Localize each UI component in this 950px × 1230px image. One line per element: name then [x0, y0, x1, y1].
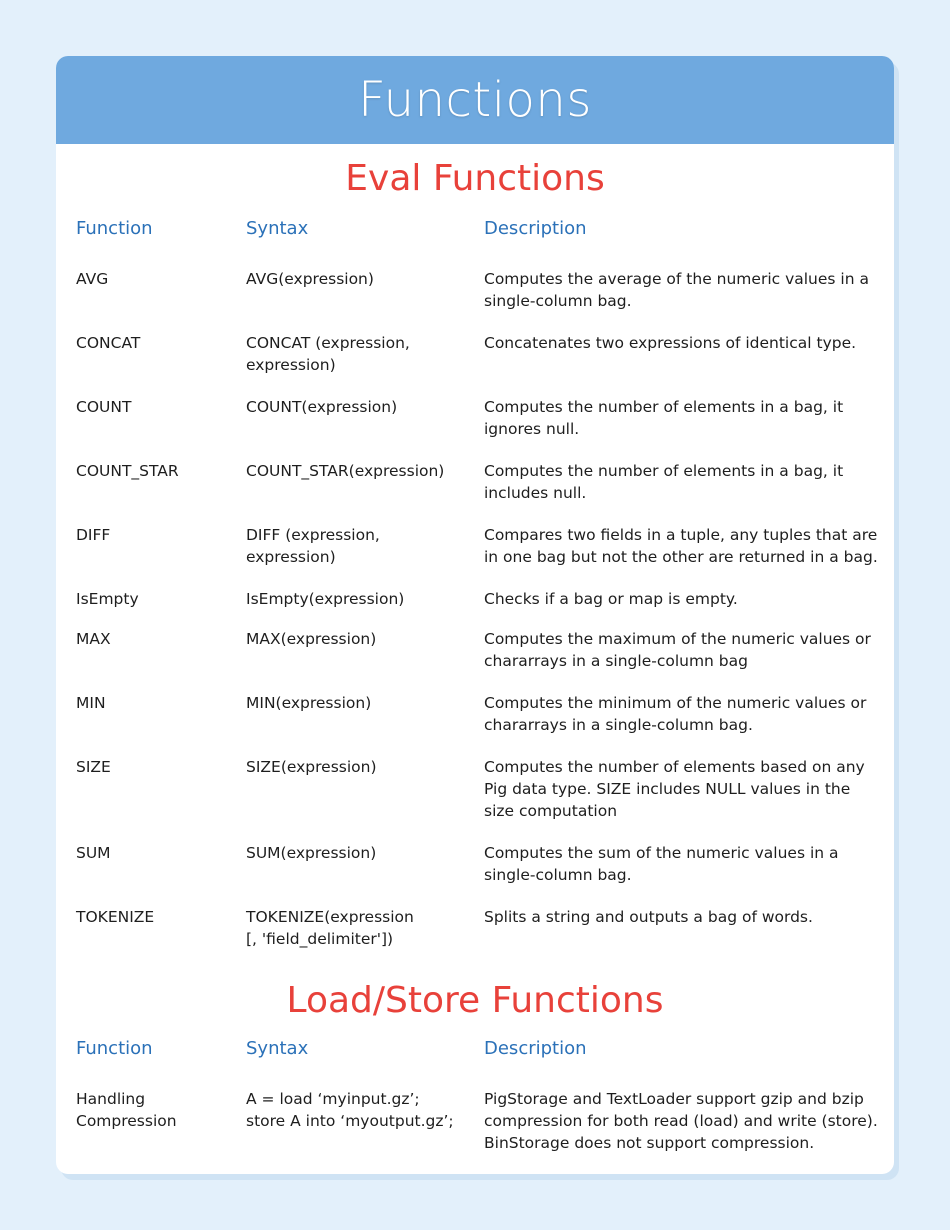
- load-header-row: [76, 1038, 882, 1076]
- cell-description: Concatenates two expressions of identical type.: [484, 334, 857, 352]
- cell-syntax: MIN(expression): [246, 694, 372, 712]
- eval-header-row: [76, 218, 882, 256]
- cell-function: TOKENIZE: [76, 908, 155, 926]
- cell-syntax: COUNT_STAR(expression): [246, 462, 445, 480]
- table-row: [76, 886, 882, 950]
- cell-syntax: IsEmpty(expression): [246, 590, 405, 608]
- cell-syntax: COUNT(expression): [246, 398, 398, 416]
- cell-description: Splits a string and outputs a bag of words.: [484, 908, 813, 926]
- table-row: [76, 440, 882, 504]
- load-store-table: [76, 1038, 882, 1154]
- table-row: [76, 822, 882, 886]
- cell-description: Computes the number of elements based on any Pig data type. SIZE includes NULL values in the size computation: [484, 758, 865, 820]
- cell-function: Handling Compression: [76, 1090, 177, 1130]
- load-header-description: Description: [484, 1038, 587, 1059]
- cell-function: MIN: [76, 694, 106, 712]
- cell-syntax: CONCAT (expression, expression): [246, 334, 410, 374]
- load-header-function: Function: [76, 1038, 153, 1059]
- cell-description: Computes the sum of the numeric values in a single-column bag.: [484, 844, 839, 884]
- cell-function: IsEmpty: [76, 590, 139, 608]
- cell-function: SUM: [76, 844, 111, 862]
- eval-functions-table: [76, 218, 882, 950]
- cell-function: DIFF: [76, 526, 111, 544]
- table-row: [76, 736, 882, 822]
- cell-function: MAX: [76, 630, 111, 648]
- table-row: [76, 672, 882, 736]
- cell-function: CONCAT: [76, 334, 141, 352]
- table-row: [76, 376, 882, 440]
- cell-function: COUNT_STAR: [76, 462, 179, 480]
- cell-syntax: DIFF (expression, expression): [246, 526, 380, 566]
- cell-description: Computes the number of elements in a bag, it includes null.: [484, 462, 844, 502]
- eval-header-description: Description: [484, 218, 587, 239]
- cell-syntax: SUM(expression): [246, 844, 377, 862]
- table-row: [76, 568, 882, 610]
- cell-description: Computes the minimum of the numeric values or chararrays in a single-column bag.: [484, 694, 867, 734]
- load-section-title: Load/Store Functions: [286, 980, 664, 1021]
- eval-section-title: Eval Functions: [345, 158, 605, 199]
- cell-description: Computes the number of elements in a bag, it ignores null.: [484, 398, 844, 438]
- cell-syntax: MAX(expression): [246, 630, 377, 648]
- functions-card: [56, 56, 894, 1174]
- cell-description: Compares two fields in a tuple, any tuples that are in one bag but not the other are returned in a bag.: [484, 526, 878, 566]
- eval-header-function: Function: [76, 218, 153, 239]
- cell-description: Computes the average of the numeric values in a single-column bag.: [484, 270, 869, 310]
- cell-description: Checks if a bag or map is empty.: [484, 590, 738, 608]
- page-title: Functions: [358, 72, 592, 128]
- cell-description: PigStorage and TextLoader support gzip and bzip compression for both read (load) and write (store). BinStorage does not support compression.: [484, 1090, 878, 1152]
- cell-function: COUNT: [76, 398, 132, 416]
- cell-description: Computes the maximum of the numeric values or chararrays in a single-column bag: [484, 630, 871, 670]
- load-header-syntax: Syntax: [246, 1038, 309, 1059]
- cell-function: SIZE: [76, 758, 111, 776]
- table-row: [76, 256, 882, 312]
- eval-table-body: [76, 256, 882, 950]
- table-row: [76, 610, 882, 672]
- cell-syntax: TOKENIZE(expression [, 'field_delimiter']): [246, 908, 414, 948]
- eval-header-syntax: Syntax: [246, 218, 309, 239]
- table-row: [76, 312, 882, 376]
- table-row: [76, 504, 882, 568]
- cell-syntax: AVG(expression): [246, 270, 374, 288]
- cell-function: AVG: [76, 270, 109, 288]
- cell-syntax: A = load ‘myinput.gz’; store A into ‘myoutput.gz’;: [246, 1090, 454, 1130]
- load-table-body: [76, 1076, 882, 1154]
- cell-syntax: SIZE(expression): [246, 758, 377, 776]
- banner: [56, 56, 894, 144]
- table-row: [76, 1076, 882, 1154]
